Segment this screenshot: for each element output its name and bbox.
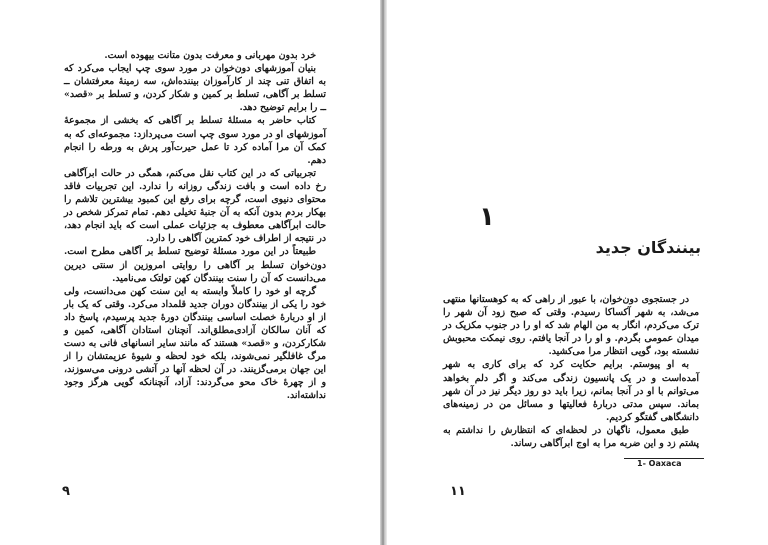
book-gutter	[380, 0, 387, 545]
chapter-title: بینندگان جدید	[595, 238, 701, 257]
paragraph: طبق معمول، ناگهان در لحظه‌ای که انتظارش را نداشتم به پشتم زد و این ضربه مرا به اوج ابرآگاهی رساند.	[443, 424, 699, 450]
paragraph: به او پیوستم. برایم حکایت کرد که برای کاری به شهر آمده‌است و در یک پانسیون زندگی می‌کند و اگر دلم بخواهد می‌توانم با او در آنجا بمانم، زیرا باید دو روز دیگر نیز در آن شهر بماند. سپس مدتی دربارهٔ فعالیتها و مسائل من در زمینه‌های دانشگاهی گفتگو کردیم.	[443, 359, 699, 423]
paragraph: خرد بدون مهربانی و معرفت بدون متانت بیهوده است.	[104, 50, 316, 61]
left-page	[0, 0, 380, 545]
paragraph: تجربیاتی که در این کتاب نقل می‌کنم، همگی در حالت ابرآگاهی رخ داده است و بافت زندگی روزانه را ندارد. این تجربیات فاقد محتوای دنیوی است، گرچه برای رفع این کمبود بیشترین تلاشم را بهکار بردم بدون آنکه به آن جنبهٔ تخیلی دهم. تمام تمرکز شخص در حالت ابرآگاهی معطوف به جزئیات عملی است که باید انجام دهد، در نتیجه از اطراف خود کمترین آگاهی را دارد.	[64, 167, 326, 245]
left-page-body	[64, 49, 326, 403]
paragraph: در جستجوی دون‌خوان، با عبور از راهی که به کوهستانها منتهی می‌شد، به شهر آکساکا رسیدم. وقتی که صبح زود آن شهر را ترک می‌کردم، انگار به من الهام شد که او را در جنوب مکزیک در میدان عمومی بگردم. و او را در آنجا یافتم. روی نیمکت محبوبش نشسته بود، گویی انتظار مرا می‌کشید.	[443, 294, 699, 358]
right-page	[387, 0, 768, 545]
right-page-body	[443, 293, 699, 450]
paragraph: بنیان آموزشهای دون‌خوان در مورد سوی چپ ایجاب می‌کرد که به اتفاق تنی چند از کارآموزان بیننده‌اش، سه زمینهٔ معرفتشان ــ تسلط بر آگاهی، تسلط بر کمین و شکار کردن، و تسلط بر «قصد» ــ را برایم توضیح دهد.	[64, 63, 326, 114]
paragraph: گرچه او خود را کاملاً وابسته به این سنت کهن می‌دانست، ولی خود را یکی از بینندگان دوران جدید قلمداد می‌کرد. وقتی که یک بار از او دربارهٔ خصلت اساسی بینندگان دورهٔ جدید پرسیدم، پاسخ داد که آنان سالکان آزادی‌مطلق‌اند. آنچنان استادان آگاهی، کمین و شکارکردن، و «قصد» هستند که مانند سایر انسانهای فانی به دست مرگ غافلگیر نمی‌شوند، بلکه خود لحظه و شیوهٔ عزیمتشان را از این جهان برمی‌گزینند. در آن لحظه آنها در آتشی درونی می‌سوزند، و از چهرهٔ خاک محو می‌گردند: آزاد، آنچنانکه گویی هرگز وجود نداشته‌اند.	[64, 285, 326, 402]
page-number: ۹	[62, 484, 70, 499]
paragraph: کتاب حاضر به مسئلهٔ تسلط بر آگاهی که بخشی از مجموعهٔ آموزشهای او در مورد سوی چپ است می‌پردازد: مجموعه‌ای که به کمک آن مرا آماده کرد تا عمل حیرت‌آور پرش به ورطه را انجام دهم.	[64, 115, 326, 166]
chapter-number: ۱	[479, 202, 495, 232]
paragraph: طبیعتاً در این مورد مسئلهٔ توضیح تسلط بر آگاهی مطرح است. دون‌خوان تسلط بر آگاهی را روایتی امروزین از سنتی دیرین می‌دانست که آن را سنت بینندگان کهن تولتک می‌نامید.	[64, 246, 326, 284]
page-number: ۱۱	[450, 484, 466, 499]
footnote: 1- Oaxaca	[637, 459, 682, 468]
